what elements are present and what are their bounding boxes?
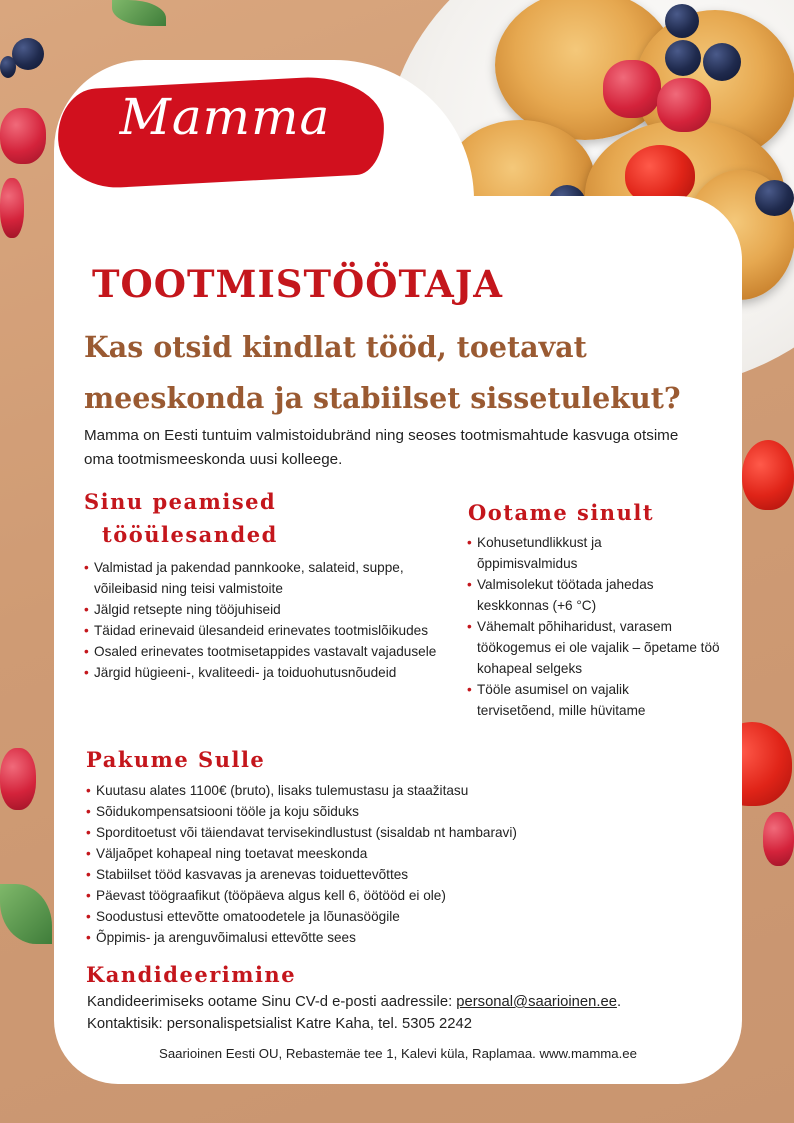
apply-line1 [87,991,727,1013]
raspberry [657,78,711,132]
list-item: • Kohusetundlikkust ja õppimisvalmidus [467,532,637,574]
strawberry [742,440,794,510]
blueberry [12,38,44,70]
list-item: • Valmistad ja pakendad pannkooke, salateid, suppe, võileibasid ning teisi valmistoite [84,557,444,599]
apply-text [87,991,727,1035]
blueberry [665,40,701,76]
intro-text: Mamma on Eesti tuntuim valmistoidubränd ning seoses tootmismahtude kasvuga otsime oma tootmismeeskonda uusi kolleege. [84,427,679,468]
footer-address: Saarioinen Eesti OU, Rebastemäe tee 1, Kalevi küla, Raplamaa. www.mamma.ee [159,1046,637,1061]
blueberry [755,180,794,216]
list-item: • Täidad erinevaid ülesandeid erinevates tootmislõikudes [84,620,444,641]
list-item: • Sporditoetust või täiendavat tervisekindlustust (sisaldab nt hambaravi) [86,822,706,843]
raspberry [603,60,661,118]
list-item: • Osaled erinevates tootmisetappides vastavalt vajadusele [84,641,444,662]
offer-heading: Pakume Sulle [86,747,266,772]
list-item: • Kuutasu alates 1100€ (bruto), lisaks tulemustasu ja staažitasu [86,780,706,801]
mamma-logo: Mamma [119,88,331,146]
list-item: • Järgid hügieeni-, kvaliteedi- ja toiduohutusnõudeid [84,662,444,683]
list-item: • Vähemalt põhiharidust, varasem töökogemus ei ole vajalik – õpetame töö kohapeal selgeks [467,616,737,679]
apply-heading: Kandideerimine [86,962,297,987]
raspberry [0,108,46,164]
tasks-list [84,557,444,683]
list-item: • Väljaõpet kohapeal ning toetavat meeskonda [86,843,706,864]
page-title: TOOTMISTÖÖTAJA [92,262,503,306]
contact-line: Kontaktisik: personalispetsialist Katre Kaha, tel. 5305 2242 [87,1016,472,1032]
offer-list [86,780,706,948]
subtitle: Kas otsid kindlat tööd, toetavat meeskonda ja stabiilset sissetulekut? [84,330,681,415]
list-item: • Valmisolekut töötada jahedas keskkonnas (+6 °C) [467,574,697,616]
tasks-heading-line1: Sinu peamised [84,489,277,514]
list-item: • Soodustusi ettevõtte omatoodetele ja lõunasöögile [86,906,706,927]
blueberry [665,4,699,38]
raspberry [0,178,24,238]
blueberry [703,43,741,81]
expect-list [467,532,737,721]
list-item: • Päevast töögraafikut (tööpäeva algus kell 6, öötööd ei ole) [86,885,706,906]
raspberry [763,812,794,866]
list-item: • Tööle asumisel on vajalik tervisetõend, mille hüvitame [467,679,677,721]
mint-leaf [0,884,52,944]
list-item: • Õppimis- ja arenguvõimalusi ettevõtte sees [86,927,706,948]
tasks-heading-line2: tööülesanded [102,522,278,547]
raspberry [0,748,36,810]
email-link[interactable]: personal@saarioinen.ee [456,994,617,1010]
apply-suffix: . [616,994,622,1010]
mint-leaf [112,0,166,26]
expect-heading: Ootame sinult [468,500,655,525]
list-item: • Jälgid retsepte ning tööjuhiseid [84,599,444,620]
apply-prefix: Kandideerimiseks ootame Sinu CV-d e-posti aadressile: [87,994,457,1010]
list-item: • Stabiilset tööd kasvavas ja arenevas toiduettevõttes [86,864,706,885]
blueberry [0,56,16,78]
list-item: • Sõidukompensatsiooni tööle ja koju sõiduks [86,801,706,822]
tasks-heading [84,485,278,551]
